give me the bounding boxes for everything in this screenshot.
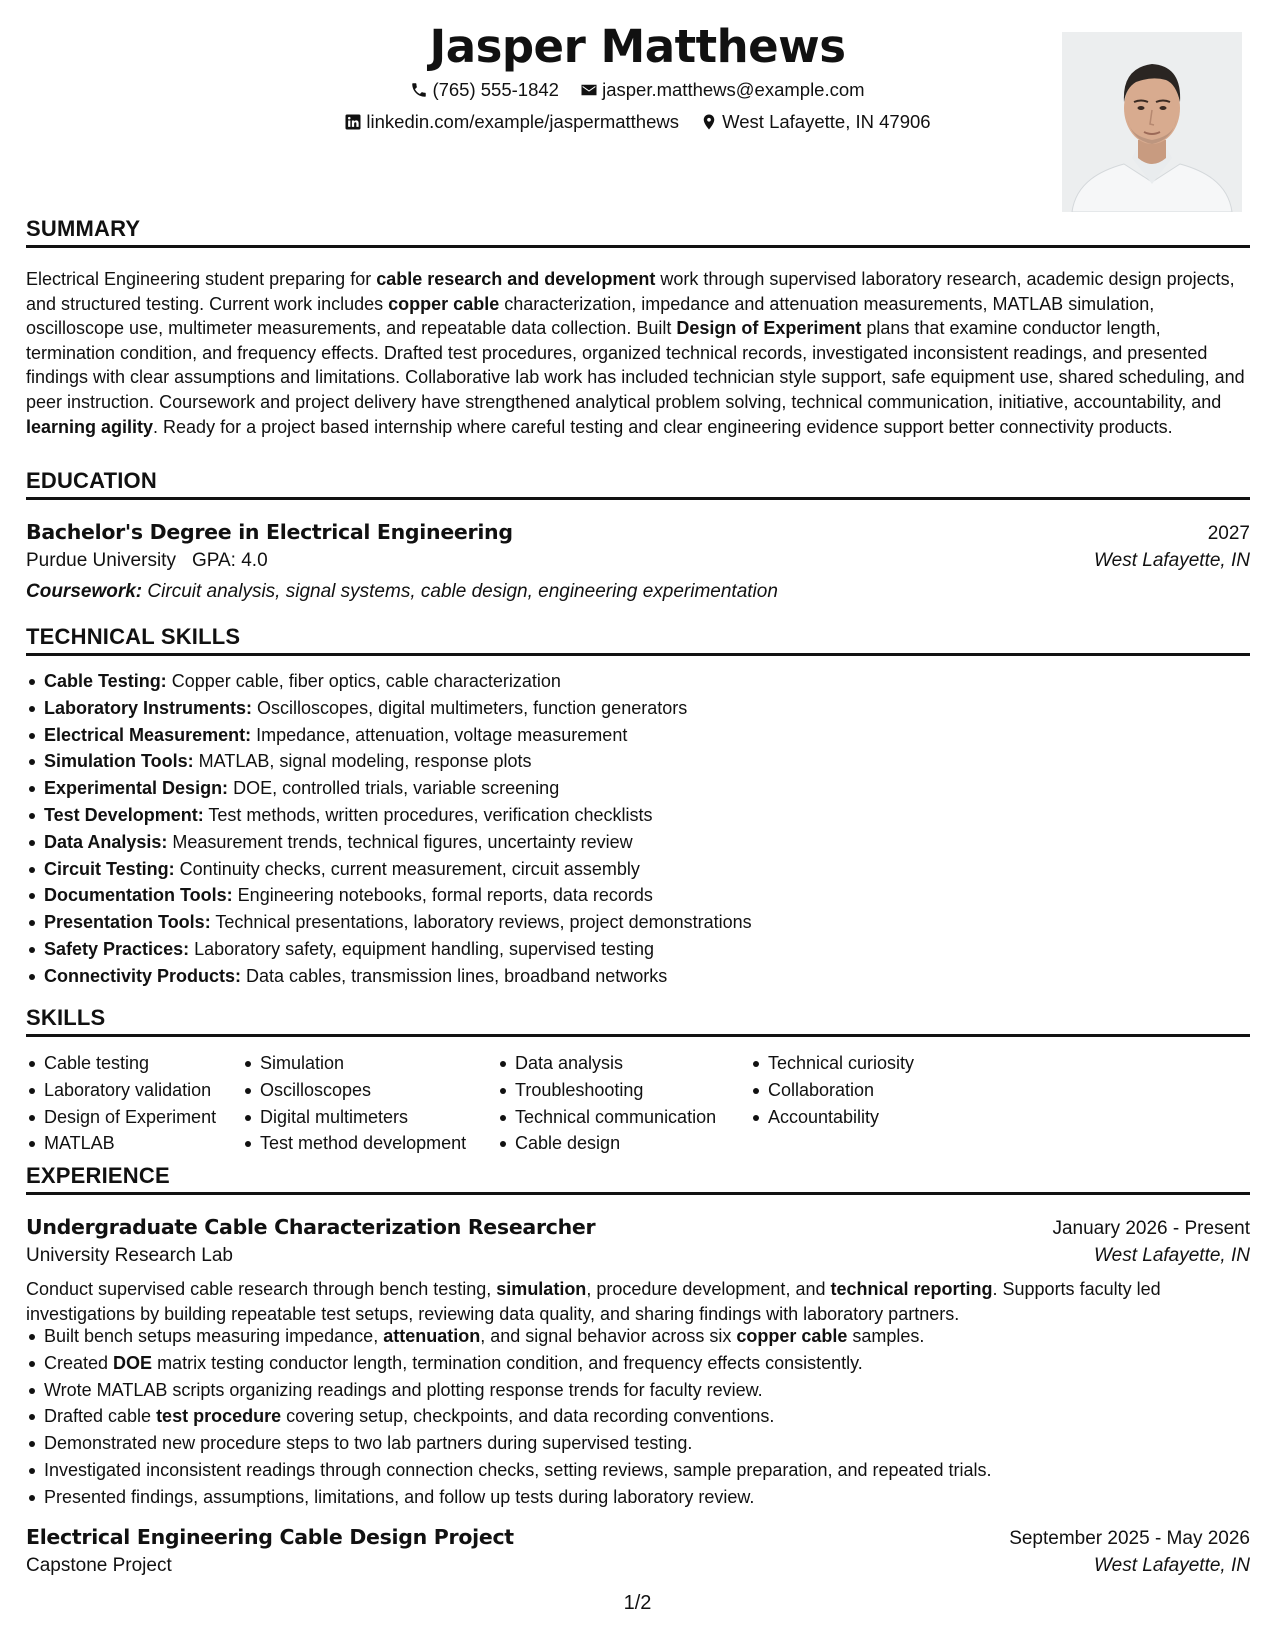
email-address[interactable]: jasper.matthews@example.com [602, 79, 865, 100]
technical-skill-item [26, 963, 1250, 990]
school-info [26, 550, 268, 572]
page-number: 1/2 [623, 1592, 652, 1614]
technical-skill-item [26, 775, 1250, 802]
technical-skill-item [26, 856, 1250, 883]
job-org-row [26, 1245, 1250, 1267]
section-title-skills: SKILLS [26, 1005, 1250, 1037]
coursework [26, 581, 778, 603]
education-degree-row [26, 520, 1250, 545]
text-run: Built bench setups measuring impedance, [44, 1326, 384, 1346]
map-pin-icon [700, 113, 718, 131]
technical-skill-item [26, 668, 1250, 695]
skill-category: Laboratory Instruments: [44, 697, 253, 718]
text-run: Conduct supervised cable research through bench testing, [26, 1279, 497, 1299]
text-run: . Supports faculty led investigations by building repeatable test setups, reviewing data quality, and sharing findings with laboratory partners. [26, 1279, 1161, 1324]
skill-category: Documentation Tools: [44, 885, 233, 906]
summary-text [26, 267, 1252, 439]
bold-text: test procedure [156, 1406, 282, 1427]
project-organization: Capstone Project [26, 1555, 172, 1576]
linkedin-url[interactable]: linkedin.com/example/jaspermatthews [366, 111, 679, 132]
project-dates: September 2025 - May 2026 [1009, 1528, 1250, 1549]
skills-column [26, 1050, 216, 1157]
job-bullet [26, 1323, 1250, 1350]
section-title-education: EDUCATION [26, 468, 1250, 500]
text-run: covering setup, checkpoints, and data recording conventions. [281, 1406, 775, 1427]
technical-skill-item [26, 909, 1250, 936]
skill-category: Circuit Testing: [44, 858, 175, 879]
text-run: . Ready for a project based internship where careful testing and clear engineering evidence support better connectivity products. [153, 416, 1173, 437]
phone-number[interactable]: (765) 555-1842 [432, 79, 559, 100]
coursework-label: Coursework: [26, 581, 143, 602]
technical-skill-item [26, 722, 1250, 749]
skill-item: Digital multimeters [242, 1104, 466, 1131]
portrait-image [1062, 32, 1242, 212]
job-bullet [26, 1403, 1250, 1430]
skill-item: Cable design [497, 1130, 716, 1157]
candidate-name: Jasper Matthews [429, 20, 846, 73]
skill-item: Data analysis [497, 1050, 716, 1077]
job-bullet [26, 1430, 1250, 1457]
project-role: Electrical Engineering Cable Design Project [26, 1525, 514, 1549]
skill-item: Collaboration [750, 1077, 914, 1104]
project-location: West Lafayette, IN [1094, 1555, 1250, 1576]
skill-category: Safety Practices: [44, 938, 190, 959]
school-location: West Lafayette, IN [1094, 550, 1250, 571]
education-coursework-row [26, 581, 1250, 603]
text-run: Demonstrated new procedure steps to two lab partners during supervised testing. [44, 1433, 693, 1454]
job-location: West Lafayette, IN [1094, 1245, 1250, 1266]
job-bullet [26, 1457, 1250, 1484]
technical-skill-item [26, 695, 1250, 722]
job-bullet [26, 1377, 1250, 1404]
skill-details: Engineering notebooks, formal reports, data records [232, 885, 653, 906]
bold-text: DOE [113, 1352, 153, 1373]
text-run: Wrote MATLAB scripts organizing readings and plotting response trends for faculty review. [44, 1379, 763, 1400]
location-item [700, 111, 930, 133]
bold-text: learning agility [26, 416, 154, 437]
skill-details: Continuity checks, current measurement, circuit assembly [174, 858, 640, 879]
technical-skills-list [26, 668, 1250, 990]
skill-item: Accountability [750, 1104, 914, 1131]
skill-details: Impedance, attenuation, voltage measurement [251, 724, 628, 745]
job-intro [26, 1277, 1252, 1326]
technical-skill-item [26, 882, 1250, 909]
skill-item: Cable testing [26, 1050, 216, 1077]
bold-text: attenuation [383, 1326, 481, 1346]
linkedin-icon [344, 113, 362, 131]
skill-details: Laboratory safety, equipment handling, supervised testing [189, 938, 655, 959]
gpa: GPA: 4.0 [191, 550, 268, 571]
skill-item: Design of Experiment [26, 1104, 216, 1131]
text-run: work through supervised laboratory research, academic design projects, and structured testing. Current work includes [26, 269, 1235, 314]
text-run: plans that examine conductor length, termination condition, and frequency effects. Drafted test procedures, organized technical records, investigated inconsistent readings, and presented findings with clear assumptions and limitations. Collaborative lab work has included technician style support, safe equipment use, shared scheduling, and peer instruction. Coursework and project delivery have strengthened analytical problem solving, technical communication, initiative, accountability, and [26, 318, 1245, 412]
technical-skill-item [26, 936, 1250, 963]
skill-item: Laboratory validation [26, 1077, 216, 1104]
profile-photo [1062, 32, 1242, 212]
section-title-experience: EXPERIENCE [26, 1163, 1250, 1195]
text-run: , procedure development, and [586, 1279, 831, 1299]
job-organization: University Research Lab [26, 1245, 233, 1266]
bold-text: cable research and development [376, 269, 656, 289]
job-bullet [26, 1484, 1250, 1511]
skill-details: DOE, controlled trials, variable screening [228, 778, 560, 799]
bold-text: copper cable [736, 1326, 848, 1346]
skill-category: Cable Testing: [44, 671, 167, 691]
skill-details: Data cables, transmission lines, broadband networks [241, 965, 668, 986]
text-run: matrix testing conductor length, termination condition, and frequency effects consistently. [152, 1352, 863, 1373]
job-title-row [26, 1215, 1250, 1240]
skill-details: Test methods, written procedures, verification checklists [203, 804, 653, 825]
section-title-summary: SUMMARY [26, 216, 1250, 248]
email-item [580, 79, 864, 101]
skill-category: Simulation Tools: [44, 751, 194, 772]
job-bullets [26, 1323, 1250, 1511]
skill-item: Technical curiosity [750, 1050, 914, 1077]
technical-skill-item [26, 802, 1250, 829]
skill-details: Technical presentations, laboratory reviews, project demonstrations [210, 912, 752, 933]
school-name: Purdue University [26, 550, 176, 571]
phone-item [410, 79, 559, 101]
skill-category: Experimental Design: [44, 778, 229, 799]
skill-item: Test method development [242, 1130, 466, 1157]
text-run: , and signal behavior across six [480, 1326, 737, 1346]
text-run: samples. [847, 1326, 925, 1346]
skills-column [750, 1050, 914, 1130]
bold-text: Design of Experiment [676, 318, 862, 339]
project-org-row [26, 1555, 1250, 1577]
education-school-row [26, 550, 1250, 572]
degree-name: Bachelor's Degree in Electrical Engineering [26, 520, 513, 544]
job-dates: January 2026 - Present [1052, 1218, 1250, 1239]
skill-details: Copper cable, fiber optics, cable characterization [166, 671, 561, 691]
job-role: Undergraduate Cable Characterization Researcher [26, 1215, 596, 1239]
text-run: Presented findings, assumptions, limitations, and follow up tests during laboratory review. [44, 1486, 755, 1507]
section-title-technical-skills: TECHNICAL SKILLS [26, 624, 1250, 656]
skill-item: Oscilloscopes [242, 1077, 466, 1104]
bold-text: technical reporting [830, 1279, 993, 1299]
coursework-list: Circuit analysis, signal systems, cable design, engineering experimentation [142, 581, 778, 602]
skill-category: Electrical Measurement: [44, 724, 252, 745]
phone-icon [410, 81, 428, 99]
text-run: Electrical Engineering student preparing for [26, 269, 377, 289]
skill-category: Data Analysis: [44, 831, 168, 852]
text-run: characterization, impedance and attenuation measurements, MATLAB simulation, oscilloscope use, multimeter measurements, and repeatable data collection. Built [26, 293, 1155, 339]
skill-details: Oscilloscopes, digital multimeters, function generators [252, 697, 688, 718]
skills-column [497, 1050, 716, 1157]
envelope-icon [580, 81, 598, 99]
skill-category: Connectivity Products: [44, 965, 242, 986]
project-title-row [26, 1525, 1250, 1550]
skill-details: MATLAB, signal modeling, response plots [193, 751, 532, 772]
technical-skill-item [26, 829, 1250, 856]
skills-column [242, 1050, 466, 1157]
skill-item: Simulation [242, 1050, 466, 1077]
skill-item: Technical communication [497, 1104, 716, 1131]
location-text: West Lafayette, IN 47906 [722, 111, 931, 132]
skill-category: Test Development: [44, 804, 204, 825]
bold-text: simulation [496, 1279, 587, 1299]
skill-item: MATLAB [26, 1130, 216, 1157]
skill-details: Measurement trends, technical figures, uncertainty review [167, 831, 633, 852]
graduation-year: 2027 [1207, 523, 1250, 544]
text-run: Investigated inconsistent readings through connection checks, setting reviews, sample preparation, and repeated trials. [44, 1459, 992, 1480]
linkedin-item [344, 111, 679, 133]
text-run: Drafted cable [44, 1406, 157, 1427]
skills-grid [26, 1050, 1250, 1160]
text-run: Created [44, 1352, 114, 1373]
technical-skill-item [26, 748, 1250, 775]
skill-item: Troubleshooting [497, 1077, 716, 1104]
skill-category: Presentation Tools: [44, 912, 211, 933]
bold-text: copper cable [388, 293, 500, 314]
job-bullet [26, 1350, 1250, 1377]
